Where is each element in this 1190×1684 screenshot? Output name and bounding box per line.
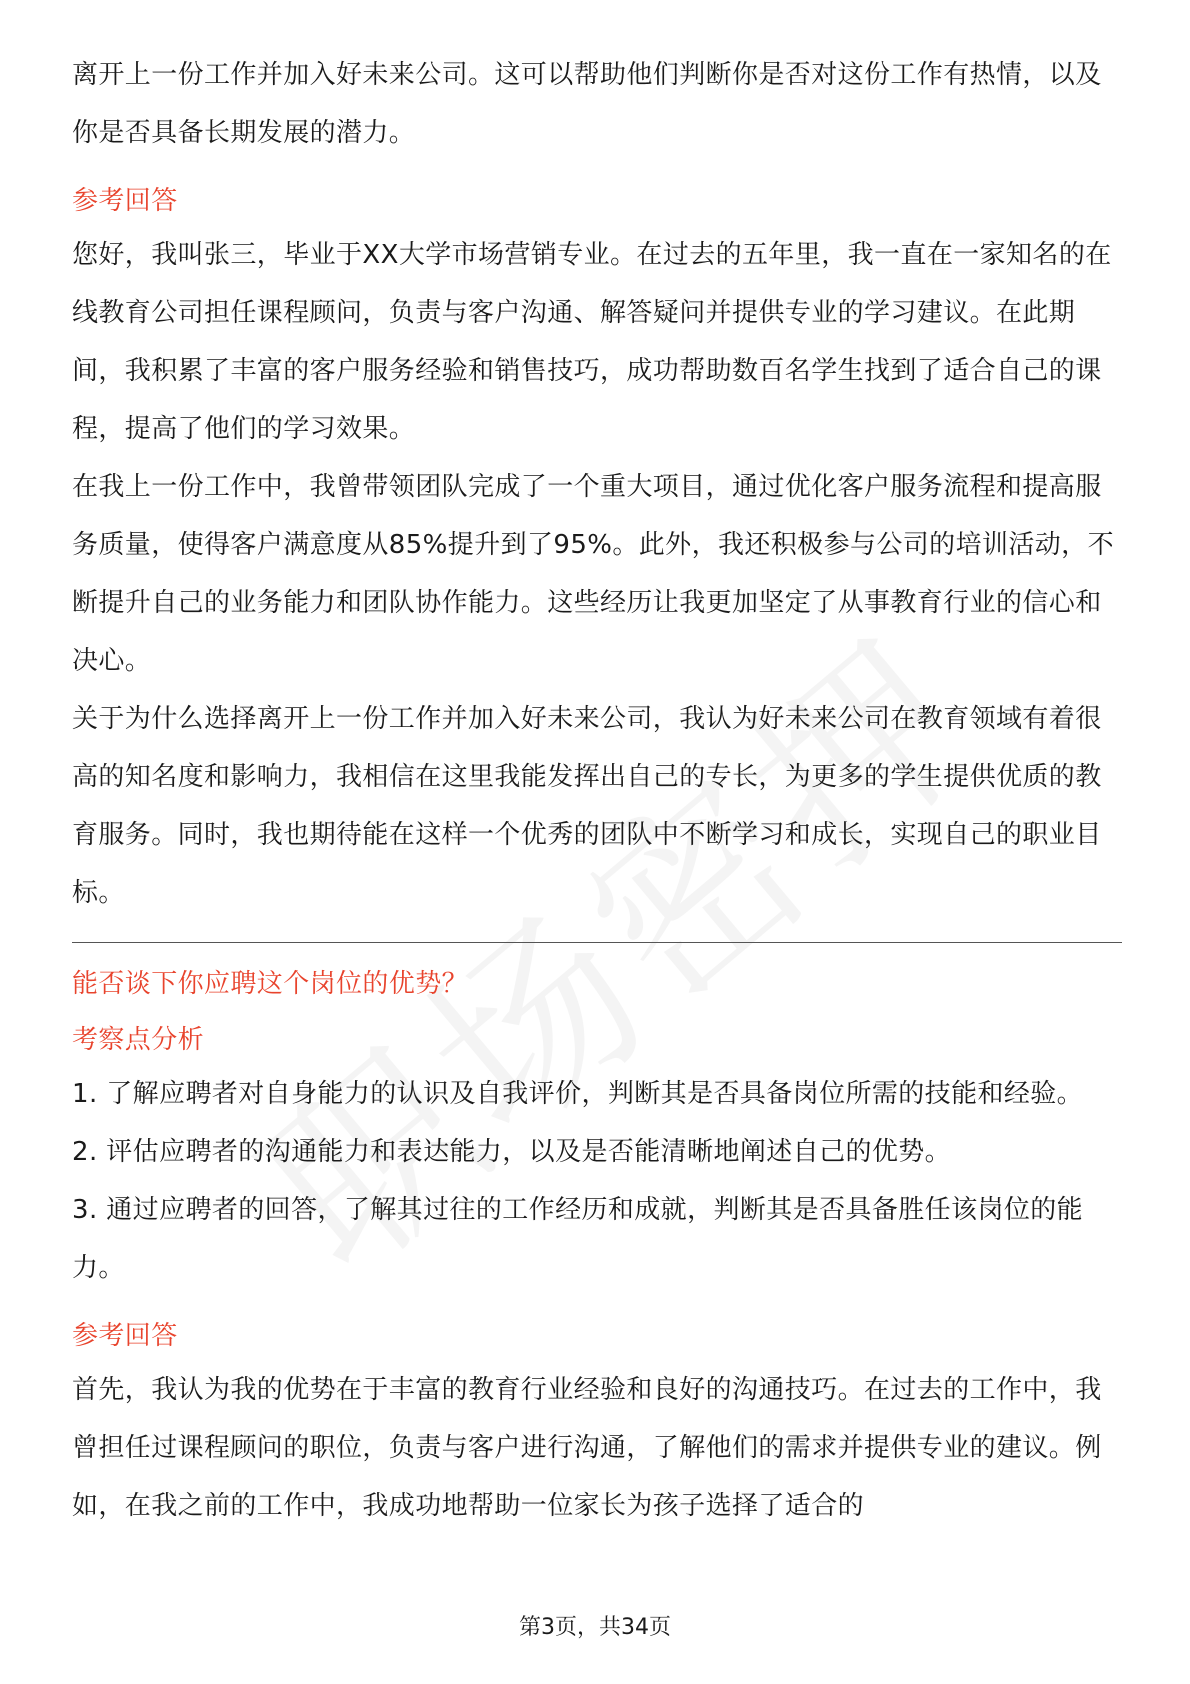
question-title: 能否谈下你应聘这个岗位的优势？ [72,969,469,999]
answer-paragraph: 您好，我叫张三，毕业于XX大学市场营销专业。在过去的五年里，我一直在一家知名的在线教育公司担任课程顾问，负责与客户沟通、解答疑问并提供专业的学习建议。在此期间，我积累了丰富的客户服务经验和销售技巧，成功帮助数百名学生找到了适合自己的课程，提高了他们的学习效果。 [72,240,1112,444]
document-page [72,46,1122,1535]
analysis-heading: 考察点分析 [72,1025,205,1055]
answer-heading: 参考回答 [72,186,178,216]
answer-paragraph: 首先，我认为我的优势在于丰富的教育行业经验和良好的沟通技巧。在过去的工作中，我曾担任过课程顾问的职位，负责与客户进行沟通，了解他们的需求并提供专业的建议。例如，在我之前的工作中，我成功地帮助一位家长为孩子选择了适合的 [72,1375,1102,1521]
section-1 [72,176,1122,922]
answer-paragraph: 关于为什么选择离开上一份工作并加入好未来公司，我认为好未来公司在教育领域有着很高的知名度和影响力，我相信在这里我能发挥出自己的专长，为更多的学生提供优质的教育服务。同时，我也期待能在这样一个优秀的团队中不断学习和成长，实现自己的职业目标。 [72,704,1102,908]
section-2 [72,959,1122,1535]
analysis-item: 3. 通过应聘者的回答，了解其过往的工作经历和成就，判断其是否具备胜任该岗位的能力。 [72,1195,1084,1283]
answer-paragraph: 在我上一份工作中，我曾带领团队完成了一个重大项目，通过优化客户服务流程和提高服务质量，使得客户满意度从85%提升到了95%。此外，我还积极参与公司的培训活动，不断提升自己的业务能力和团队协作能力。这些经历让我更加坚定了从事教育行业的信心和决心。 [72,472,1114,676]
analysis-item: 2. 评估应聘者的沟通能力和表达能力，以及是否能清晰地阐述自己的优势。 [72,1137,952,1167]
page-footer: 第3页，共34页 [519,1615,671,1640]
section-divider [72,942,1122,943]
answer-heading: 参考回答 [72,1321,178,1351]
analysis-item: 1. 了解应聘者对自身能力的认识及自我评价，判断其是否具备岗位所需的技能和经验。 [72,1079,1084,1109]
intro-paragraph: 离开上一份工作并加入好未来公司。这可以帮助他们判断你是否对这份工作有热情，以及你是否具备长期发展的潜力。 [72,60,1102,148]
